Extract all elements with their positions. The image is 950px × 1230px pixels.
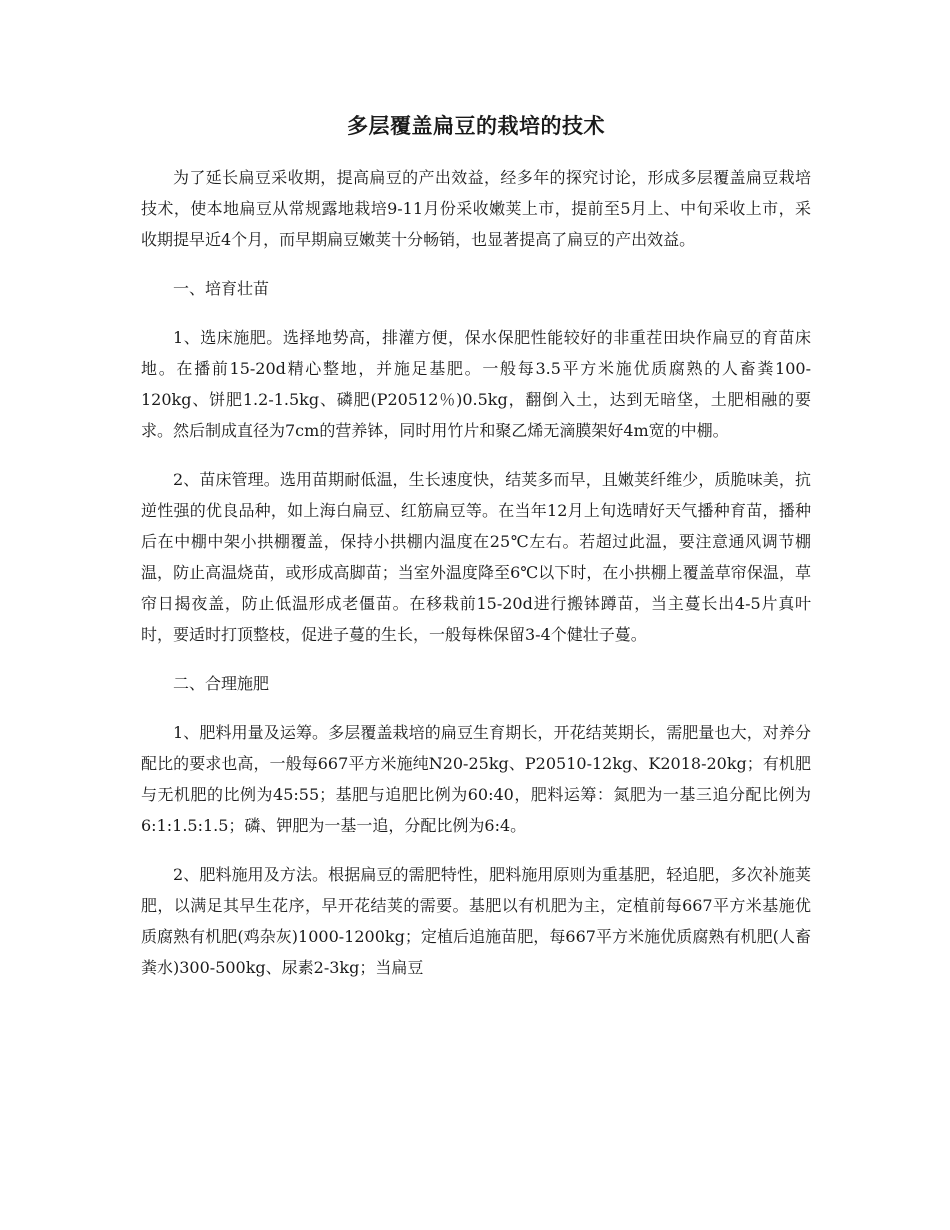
intro-paragraph: 为了延长扁豆采收期，提高扁豆的产出效益，经多年的探究讨论，形成多层覆盖扁豆栽培技术，使本地扁豆从常规露地栽培9-11月份采收嫩荚上市，提前至5月上、中旬采收上市，采收期提早近4个月，而早期扁豆嫩荚十分畅销，也显著提高了扁豆的产出效益。 [141,168,811,249]
section-heading-2: 二、合理施肥 [173,674,270,693]
section2-paragraph-1: 1、肥料用量及运筹。多层覆盖栽培的扁豆生育期长，开花结荚期长，需肥量也大，对养分配比的要求也高，一般每667平方米施纯N20-25kg、P20510-12kg、K2018-20kg；有机肥与无机肥的比例为45:55；基肥与追肥比例为60:40，肥料运筹：氮肥为一基三追分配比例为6:1:1.5:1.5；磷、钾肥为一基一追，分配比例为6:4。 [141,723,811,835]
section-heading-1: 一、培育壮苗 [173,279,270,298]
section2-paragraph-2: 2、肥料施用及方法。根据扁豆的需肥特性，肥料施用原则为重基肥，轻追肥，多次补施荚肥，以满足其早生花序，早开花结荚的需要。基肥以有机肥为主，定植前每667平方米基施优质腐熟有机肥(鸡杂灰)1000-1200kg；定植后追施苗肥，每667平方米施优质腐熟有机肥(人畜粪水)300-500kg、尿素2-3kg；当扁豆 [141,865,811,977]
section1-paragraph-2: 2、苗床管理。选用苗期耐低温，生长速度快，结荚多而早，且嫩荚纤维少，质脆味美，抗逆性强的优良品种，如上海白扁豆、红筋扁豆等。在当年12月上旬选晴好天气播种育苗，播种后在中棚中架小拱棚覆盖，保持小拱棚内温度在25℃左右。若超过此温，要注意通风调节棚温，防止高温烧苗，或形成高脚苗；当室外温度降至6℃以下时，在小拱棚上覆盖草帘保温，草帘日揭夜盖，防止低温形成老僵苗。在移栽前15-20d进行搬钵蹲苗，当主蔓长出4-5片真叶时，要适时打顶整枝，促进子蔓的生长，一般每株保留3-4个健壮子蔓。 [141,470,811,644]
document-title: 多层覆盖扁豆的栽培的技术 [347,113,605,138]
document-page [141,110,811,1001]
section1-paragraph-1: 1、选床施肥。选择地势高，排灌方便，保水保肥性能较好的非重茬田块作扁豆的育苗床地。在播前15-20d精心整地，并施足基肥。一般每3.5平方米施优质腐熟的人畜粪100-120kg、饼肥1.2-1.5kg、磷肥(P20512％)0.5kg，翻倒入土，达到无暗垡，土肥相融的要求。然后制成直径为7cm的营养钵，同时用竹片和聚乙烯无滴膜架好4m宽的中棚。 [141,328,811,440]
